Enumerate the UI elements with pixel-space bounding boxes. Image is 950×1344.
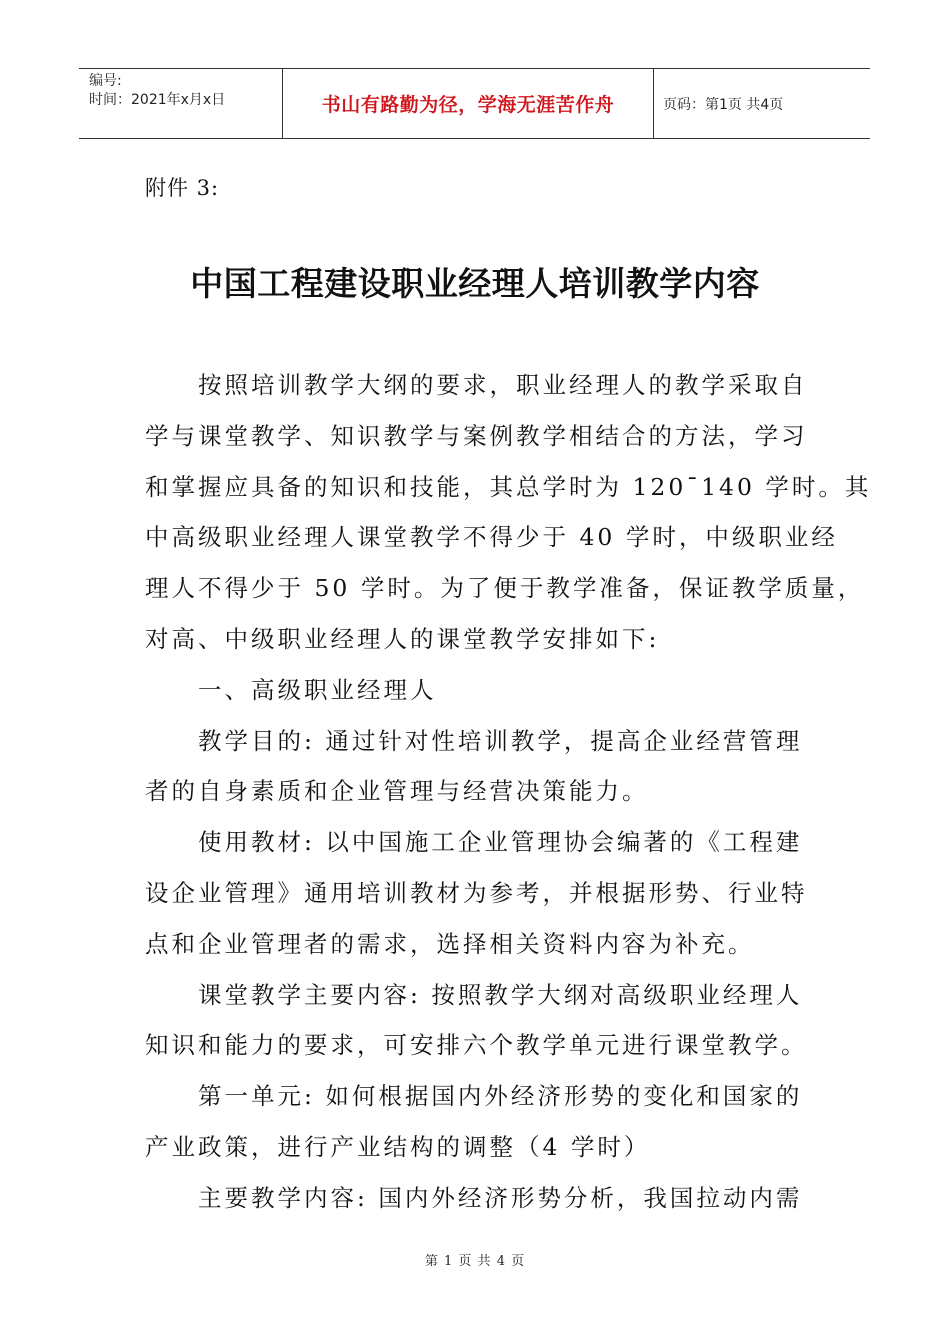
document-date: 时间：2021年x月x日: [89, 92, 226, 108]
document-number-label: 编号:: [89, 73, 122, 89]
header-motto: 书山有路勤为径，学海无涯苦作舟: [282, 69, 654, 138]
body-line: 第一单元: 如何根据国内外经济形势的变化和国家的: [145, 1082, 803, 1111]
document-header: [79, 68, 870, 139]
header-page-info: 页码：第1页 共4页: [663, 96, 784, 113]
attachment-label: 附件 3:: [145, 176, 220, 200]
page-footer: 第 1 页 共 4 页: [424, 1254, 526, 1269]
body-line: 主要教学内容: 国内外经济形势分析，我国拉动内需: [145, 1183, 803, 1212]
body-line: 对高、中级职业经理人的课堂教学安排如下:: [145, 624, 660, 653]
header-meta: [79, 69, 282, 138]
body-line: 知识和能力的要求，可安排六个教学单元进行课堂教学。: [145, 1031, 808, 1060]
body-line: 课堂教学主要内容: 按照教学大纲对高级职业经理人: [145, 980, 803, 1009]
body-line: 设企业管理》通用培训教材为参考，并根据形势、行业特: [145, 878, 808, 907]
section-heading: 一、高级职业经理人: [145, 675, 437, 704]
document-body: [145, 360, 872, 1224]
body-line: 理人不得少于 50 学时。为了便于教学准备，保证教学质量，: [145, 574, 865, 603]
body-line: 按照培训教学大纲的要求，职业经理人的教学采取自: [145, 371, 808, 399]
body-line: 教学目的: 通过针对性培训教学，提高企业经营管理: [145, 726, 803, 755]
body-line: 者的自身素质和企业管理与经营决策能力。: [145, 777, 649, 806]
body-line: 产业政策，进行产业结构的调整（4 学时）: [145, 1132, 651, 1161]
document-title: 中国工程建设职业经理人培训教学内容: [190, 264, 760, 303]
body-line: 和掌握应具备的知识和技能，其总学时为 120ˉ140 学时。其: [145, 472, 872, 501]
body-line: 中高级职业经理人课堂教学不得少于 40 学时，中级职业经: [145, 523, 838, 552]
body-line: 使用教材: 以中国施工企业管理协会编著的《工程建: [145, 828, 803, 857]
body-line: 点和企业管理者的需求，选择相关资料内容为补充。: [145, 929, 755, 958]
body-line: 学与课堂教学、知识教学与案例教学相结合的方法，学习: [145, 421, 808, 450]
